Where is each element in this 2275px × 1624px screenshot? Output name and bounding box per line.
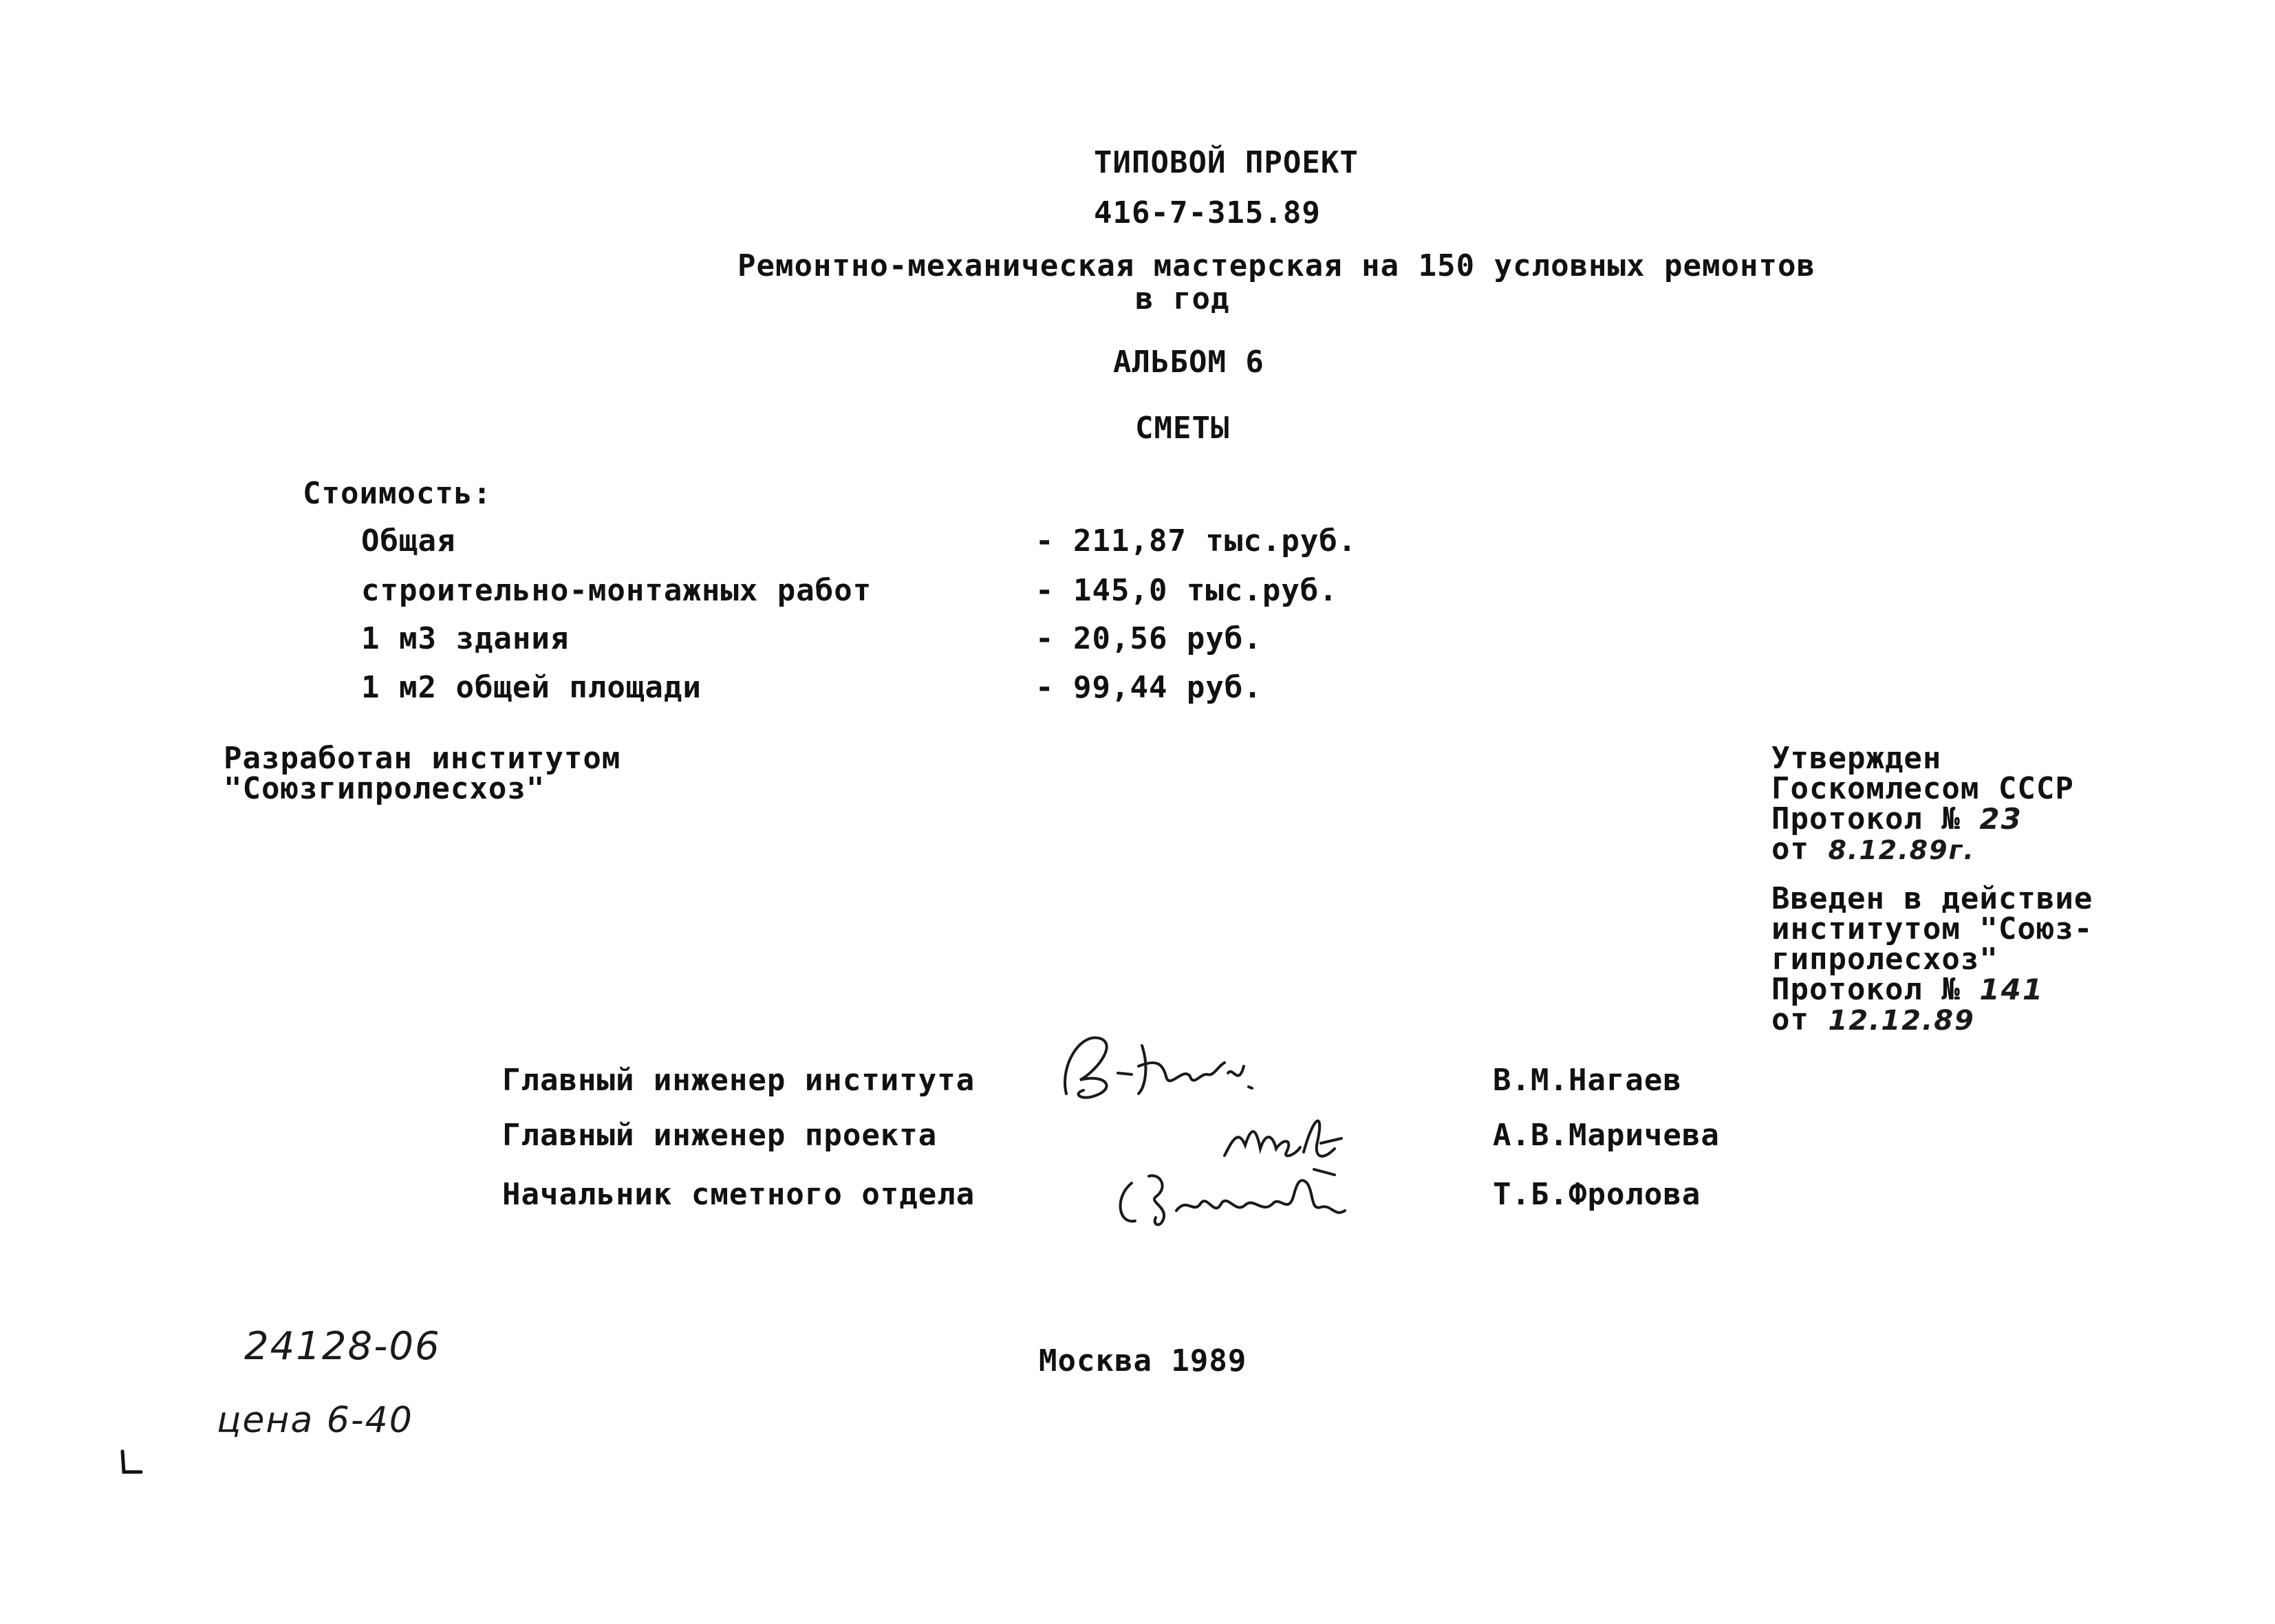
project-code: 416-7-315.89 [1094, 195, 1321, 230]
cost-value-construction: - 145,0 тыс.руб. [1035, 573, 1338, 608]
signatory-name-3: Т.Б.Фролова [1493, 1177, 1701, 1212]
approval-protocol-1-label: Протокол № [1771, 801, 1961, 836]
handwritten-document-number: 24128-06 [244, 1324, 441, 1369]
approval-date-2-label: от [1771, 1002, 1809, 1037]
project-title-line2: в год [1135, 281, 1230, 316]
cost-heading: Стоимость: [303, 476, 492, 511]
cost-value-per-m2: - 99,44 руб. [1035, 670, 1262, 705]
signature-frolova [1108, 1156, 1369, 1245]
signatory-name-1: В.М.Нагаев [1493, 1063, 1682, 1098]
project-type: ТИПОВОЙ ПРОЕКТ [1094, 145, 1359, 180]
section-title: СМЕТЫ [1135, 411, 1230, 446]
signatory-role-3: Начальник сметного отдела [502, 1177, 975, 1212]
approval-date-2 [1771, 1003, 1975, 1038]
approval-date-1-value: 8.12.89г. [1828, 835, 1975, 865]
album-number: АЛЬБОМ 6 [1113, 345, 1264, 380]
cost-label-total: Общая [361, 523, 456, 559]
cost-label-construction: строительно-монтажных работ [361, 573, 872, 608]
approval-line5: Введен в действие [1771, 881, 2093, 916]
approval-protocol-2-label: Протокол № [1771, 972, 1961, 1007]
approval-protocol-2-number: 141 [1979, 973, 2045, 1006]
approval-date-1-label: от [1771, 832, 1809, 867]
developer-line1: Разработан институтом [224, 741, 621, 776]
approval-line6: институтом "Союз- [1771, 911, 2093, 946]
approval-protocol-1-number: 23 [1979, 802, 2023, 836]
cost-label-per-m3: 1 м3 здания [361, 621, 570, 656]
project-title-line1: Ремонтно-механическая мастерская на 150 условных ремонтов [737, 248, 1815, 283]
approval-line1: Утвержден [1771, 741, 1942, 776]
handwritten-price: цена 6-40 [217, 1400, 413, 1441]
signatory-role-1: Главный инженер института [502, 1063, 975, 1098]
signatory-role-2: Главный инженер проекта [502, 1118, 938, 1153]
cost-label-per-m2: 1 м2 общей площади [361, 670, 702, 705]
approval-date-2-value: 12.12.89 [1828, 1005, 1975, 1037]
corner-mark [117, 1448, 151, 1482]
city-year: Москва 1989 [1039, 1343, 1247, 1378]
cost-value-total: - 211,87 тыс.руб. [1035, 523, 1357, 559]
cost-value-per-m3: - 20,56 руб. [1035, 621, 1262, 656]
approval-line2: Госкомлесом СССР [1771, 771, 2074, 806]
signatory-name-2: А.В.Маричева [1493, 1118, 1720, 1153]
approval-date-1 [1771, 832, 1975, 867]
developer-line2: "Союзгипролесхоз" [224, 771, 546, 806]
approval-line7: гипролесхоз" [1771, 942, 1998, 977]
